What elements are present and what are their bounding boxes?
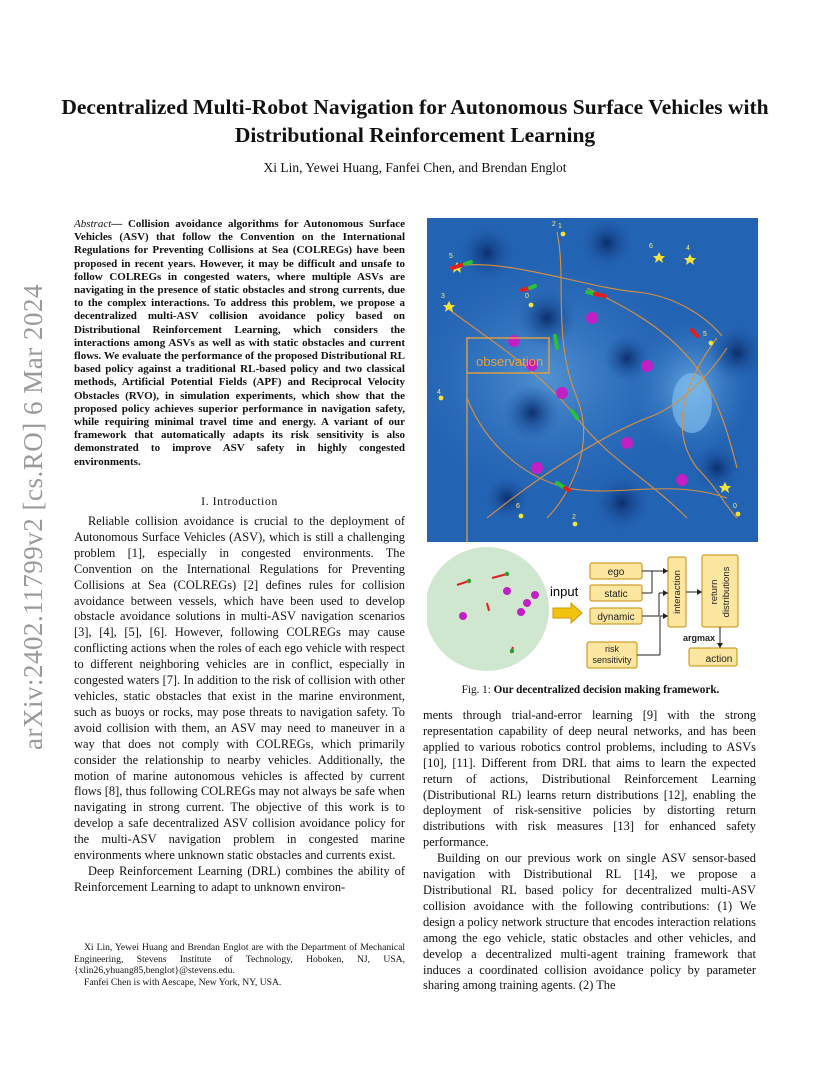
caption-text: Our decentralized decision making framework. xyxy=(493,684,720,696)
input-arrow xyxy=(553,603,582,623)
section-heading: I. Introduction xyxy=(201,494,278,508)
paragraph: Reliable collision avoidance is crucial to the deployment of Autonomous Surface Vehicles (ASV), which is still a challenging problem [1], especially in congested environments. The Convention on the International Regulations for Preventing Collisions at Sea (COLREGs) [2] defines rules for collision avoidance between vessels, which have been used to develop obstacle avoidance solutions in multi-ASV navigation scenarios [3], [4], [5], [6]. However, following COLREGs may cause conflicting actions when the roles of each ego vehicle with respect to different neighboring vehicles are in conflict, especially in congested waters [7]. In addition to the risk of collision with other vehicles, static obstacles that exist in the marine environment, such as buoys or rocks, may pose threats to navigation safety. To avoid collision with them, an ASV may need to maneuver in a way that does not comply with COLREGs, which primarily consider the relationship to nearby vehicles. Additionally, the motion of marine autonomous vehicles is affected by current flows [8], thus following COLREGs may not always be safe when navigating in strong current. The objective of this work is to develop a safe decentralized ASV collision avoidance policy for the multi-ASV navigation problem in congested marine environments where unknown static obstacles and currents exist. xyxy=(74,514,405,863)
argmax-label: argmax xyxy=(682,633,716,643)
paper-authors: Xi Lin, Yewei Huang, Fanfei Chen, and Brendan Englot xyxy=(263,160,567,175)
arxiv-identifier: arXiv:2402.11799v2 [cs.RO] 6 Mar 2024 xyxy=(18,284,48,750)
footnotes xyxy=(74,942,405,988)
return-box-line2: distributions xyxy=(721,566,732,618)
return-box-line1: return xyxy=(709,579,720,605)
agent-id-label: 4 xyxy=(686,245,690,252)
interaction-box: interaction xyxy=(672,570,683,614)
input-label: input xyxy=(550,584,579,599)
agent-id-label: 0 xyxy=(525,293,529,300)
framework-diagram xyxy=(427,545,758,680)
ego-box: ego xyxy=(607,567,625,578)
agent-id-label: 2 xyxy=(572,514,576,521)
agent-id-label: 3 xyxy=(441,293,445,300)
footnote: Fanfei Chen is with Aescape, New York, NY, USA. xyxy=(84,976,282,988)
paragraph: Deep Reinforcement Learning (DRL) combines the ability of Reinforcement Learning to adapt to unknown environ- xyxy=(74,863,405,894)
right-column-body xyxy=(423,708,756,994)
agent-id-label: 5 xyxy=(703,331,707,338)
simulation-map xyxy=(427,218,758,542)
risk-box-line1: risk xyxy=(605,644,619,654)
agent-id-label: 6 xyxy=(649,243,653,250)
abstract-text: — Collision avoidance algorithms for Autonomous Surface Vehicles (ASV) that follow the Convention on the International Regulations for Preventing Collisions at Sea (COLREGs) have been proposed in recent years. However, it may be difficult and unsafe to follow COLREGs in congested waters, where multiple ASVs are navigating in the presence of static obstacles and strong currents, due to the complex interactions. To address this problem, we propose a decentralized multi-ASV collision avoidance policy based on Distributional Reinforcement Learning, which considers the interactions among ASVs as well as with static obstacles and current flows. We evaluate the performance of the proposed Distributional RL based policy against a traditional RL-based policy and two classical methods, Artificial Potential Fields (APF) and Reciprocal Velocity Obstacles (RVO), in simulation experiments, which show that the proposed policy achieves superior performance in navigation safety, while requiring minimal travel time and energy. A variant of our framework that automatically adapts its risk sensitivity is also demonstrated to improve ASV safety in highly congested environments. xyxy=(74,218,405,468)
paragraph: ments through trial-and-error learning [9] with the strong representation capability of deep neural networks, and has been applied to various robotics control problems, including to ASVs [10], [11]. Different from DRL that aims to learn the expected return of actions, Distributional Reinforcement Learning (Distributional RL) learns return distributions [12], enabling the deployment of risk-sensitive policies by distorting return distributions with risk measures [13] for enhanced safety performance. xyxy=(423,708,756,850)
abstract xyxy=(74,218,405,469)
caption-prefix: Fig. 1: xyxy=(461,684,494,696)
agent-id-label: 2 xyxy=(552,221,556,228)
observation-label: observation xyxy=(476,354,544,369)
agent-id-label: 6 xyxy=(516,503,520,510)
footnote: Xi Lin, Yewei Huang and Brendan Englot are with the Department of Mechanical Engineering, Stevens Institute of Technology, Hoboken, NJ, USA, {xlin26,yhuang85,benglot}@stevens.edu. xyxy=(74,942,405,976)
action-box: action xyxy=(705,654,733,665)
risk-box-line2: sensitivity xyxy=(592,655,632,665)
paragraph: Building on our previous work on single ASV sensor-based navigation with Distributional RL [14], we propose a Distributional RL based policy for decentralized multi-ASV collision avoidance with the following contributions: (1) We design a policy network structure that encodes interaction relations among the ego vehicle, static obstacles and other vehicles, and develop a decentralized multi-agent training framework that induces a coordinated collision avoidance policy by parameter sharing among training agents. (2) The xyxy=(423,851,756,993)
figure-caption xyxy=(423,684,758,696)
agent-id-label: 1 xyxy=(558,223,562,230)
abstract-label: Abstract xyxy=(74,218,112,230)
agent-id-label: 5 xyxy=(449,253,453,260)
simulation-map-figure xyxy=(427,218,758,542)
left-column-body xyxy=(74,514,405,896)
agent-id-label: 4 xyxy=(437,389,441,396)
dynamic-box: dynamic xyxy=(597,612,635,623)
paper-title: Decentralized Multi-Robot Navigation for Autonomous Surface Vehicles with Distributional Reinforcement Learning xyxy=(61,95,769,147)
agent-id-label: 0 xyxy=(733,503,737,510)
static-box: static xyxy=(604,589,628,600)
